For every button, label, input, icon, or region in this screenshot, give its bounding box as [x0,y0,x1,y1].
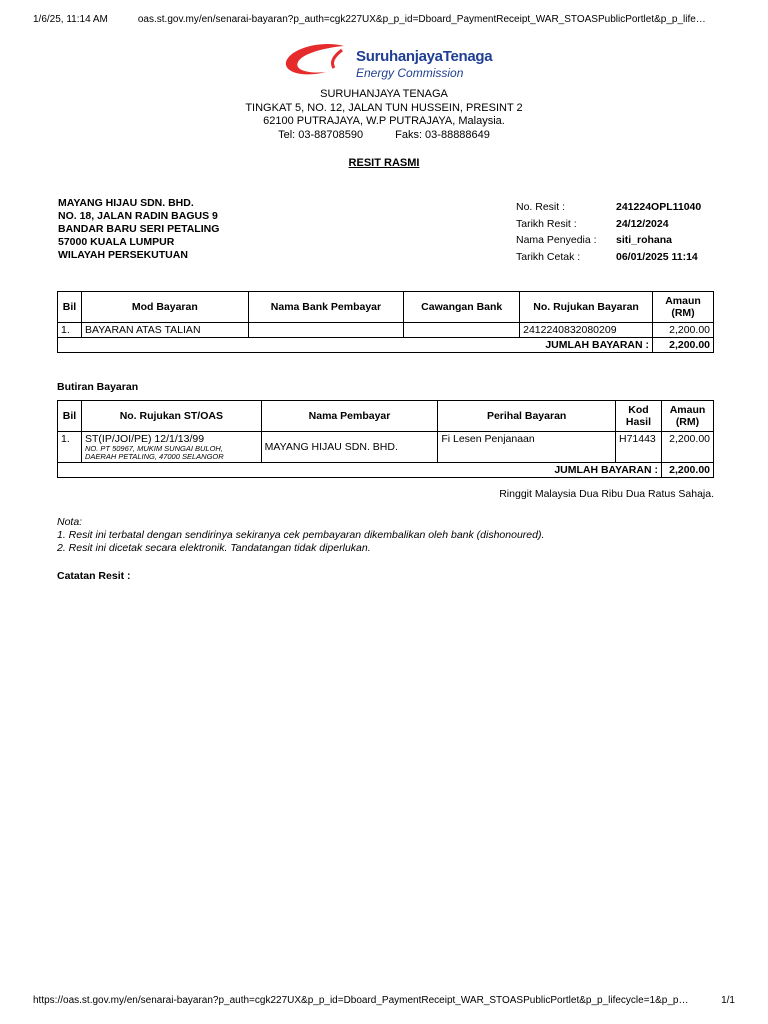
cell-perihal: Fi Lesen Penjanaan [438,432,616,463]
col-header: No. Rujukan ST/OAS [81,401,261,432]
org-fax: Faks: 03-88888649 [395,128,490,141]
col-header: Bil [58,401,82,432]
cell-bil: 1. [58,323,82,338]
meta-label: Tarikh Cetak : [516,250,581,263]
cell-kod: H71443 [615,432,661,463]
payment-table [57,291,714,353]
details-title: Butiran Bayaran [57,381,139,393]
cell-bank [248,323,404,338]
cell-amaun: 2,200.00 [661,432,713,463]
page-number: 1/1 [721,995,735,1006]
cell-rujukan [81,432,261,463]
swoosh-icon [282,40,362,82]
logo-line-1: SuruhanjayaTenaga [356,48,493,65]
col-header: Nama Pembayar [261,401,438,432]
total-amount: 2,200.00 [661,463,713,478]
print-datetime: 1/6/25, 11:14 AM [33,14,108,25]
cell-pembayar: MAYANG HIJAU SDN. BHD. [261,432,438,463]
col-header: Cawangan Bank [404,292,520,323]
recipient-line: MAYANG HIJAU SDN. BHD. [58,197,194,209]
col-header: Amaun (RM) [661,401,713,432]
recipient-line: 57000 KUALA LUMPUR [58,236,175,248]
total-label: JUMLAH BAYARAN : [58,463,662,478]
col-header: Amaun (RM) [653,292,714,323]
catatan-label: Catatan Resit : [57,570,131,582]
receipt-date: 24/12/2024 [616,217,669,230]
rujukan-detail: DAERAH PETALING, 47000 SELANGOR [84,452,224,461]
org-name: SURUHANJAYA TENAGA [320,88,448,100]
rujukan-main: ST(IP/JOI/PE) 12/1/13/99 [84,433,205,445]
footer-url: https://oas.st.gov.my/en/senarai-bayaran?p_auth=cgk227UX&p_p_id=Dboard_PaymentReceipt_WAR_STOASPublicPortlet&p_p_lifecycle=1&p_p… [33,995,689,1006]
col-header: Kod Hasil [615,401,661,432]
print-footer [33,995,735,1006]
table-row [58,432,714,463]
org-address-1: TINGKAT 5, NO. 12, JALAN TUN HUSSEIN, PRESINT 2 [245,101,523,114]
recipient-line: WILAYAH PERSEKUTUAN [58,249,188,261]
cell-amaun: 2,200.00 [653,323,714,338]
org-address-2: 62100 PUTRAJAYA, W.P PUTRAJAYA, Malaysia. [263,115,505,127]
table-header-row [58,401,714,432]
cell-bil: 1. [58,432,82,463]
col-header: Perihal Bayaran [438,401,616,432]
recipient-line: BANDAR BARU SERI PETALING [58,223,220,235]
org-tel: Tel: 03-88708590 [278,128,364,141]
col-header: Bil [58,292,82,323]
notes-title: Nota: [57,516,83,528]
col-header: Mod Bayaran [81,292,248,323]
note-item: 2. Resit ini dicetak secara elektronik. Tandatangan tidak diperlukan. [57,542,371,554]
details-table [57,400,714,478]
recipient-line: NO. 18, JALAN RADIN BAGUS 9 [58,210,218,222]
cell-mod: BAYARAN ATAS TALIAN [81,323,248,338]
receipt-number: 241224OPL11040 [616,201,702,213]
meta-label: Nama Penyedia : [516,234,597,246]
page-title: RESIT RASMI [348,157,420,169]
amount-in-words: Ringgit Malaysia Dua Ribu Dua Ratus Sahaja. [499,488,714,500]
cell-rujukan: 2412240832080209 [520,323,653,338]
table-row [58,323,714,338]
meta-label: No. Resit : [516,201,566,213]
cell-cawangan [404,323,520,338]
print-date: 06/01/2025 11:14 [616,250,698,263]
meta-label: Tarikh Resit : [516,217,577,230]
col-header: Nama Bank Pembayar [248,292,404,323]
organization-block [0,88,768,142]
preparer-name: siti_rohana [616,234,673,246]
col-header: No. Rujukan Bayaran [520,292,653,323]
notes-block [57,516,544,555]
note-item: 1. Resit ini terbatal dengan sendirinya sekiranya cek pembayaran dikembalikan oleh bank (dishonoured). [57,529,545,541]
print-url: oas.st.gov.my/en/senarai-bayaran?p_auth=cgk227UX&p_p_id=Dboard_PaymentReceipt_WAR_STOASPublicPortlet&p_p_life… [137,14,706,25]
total-row [58,338,714,353]
recipient-address [58,197,219,262]
table-header-row [58,292,714,323]
total-amount: 2,200.00 [653,338,714,353]
total-label: JUMLAH BAYARAN : [58,338,653,353]
rujukan-detail: NO. PT 50967, MUKIM SUNGAI BULOH, [84,444,223,453]
logo-line-2: Energy Commission [356,66,464,80]
receipt-meta [516,199,701,265]
energy-commission-logo [282,40,502,82]
print-header [33,14,735,25]
total-row [58,463,714,478]
